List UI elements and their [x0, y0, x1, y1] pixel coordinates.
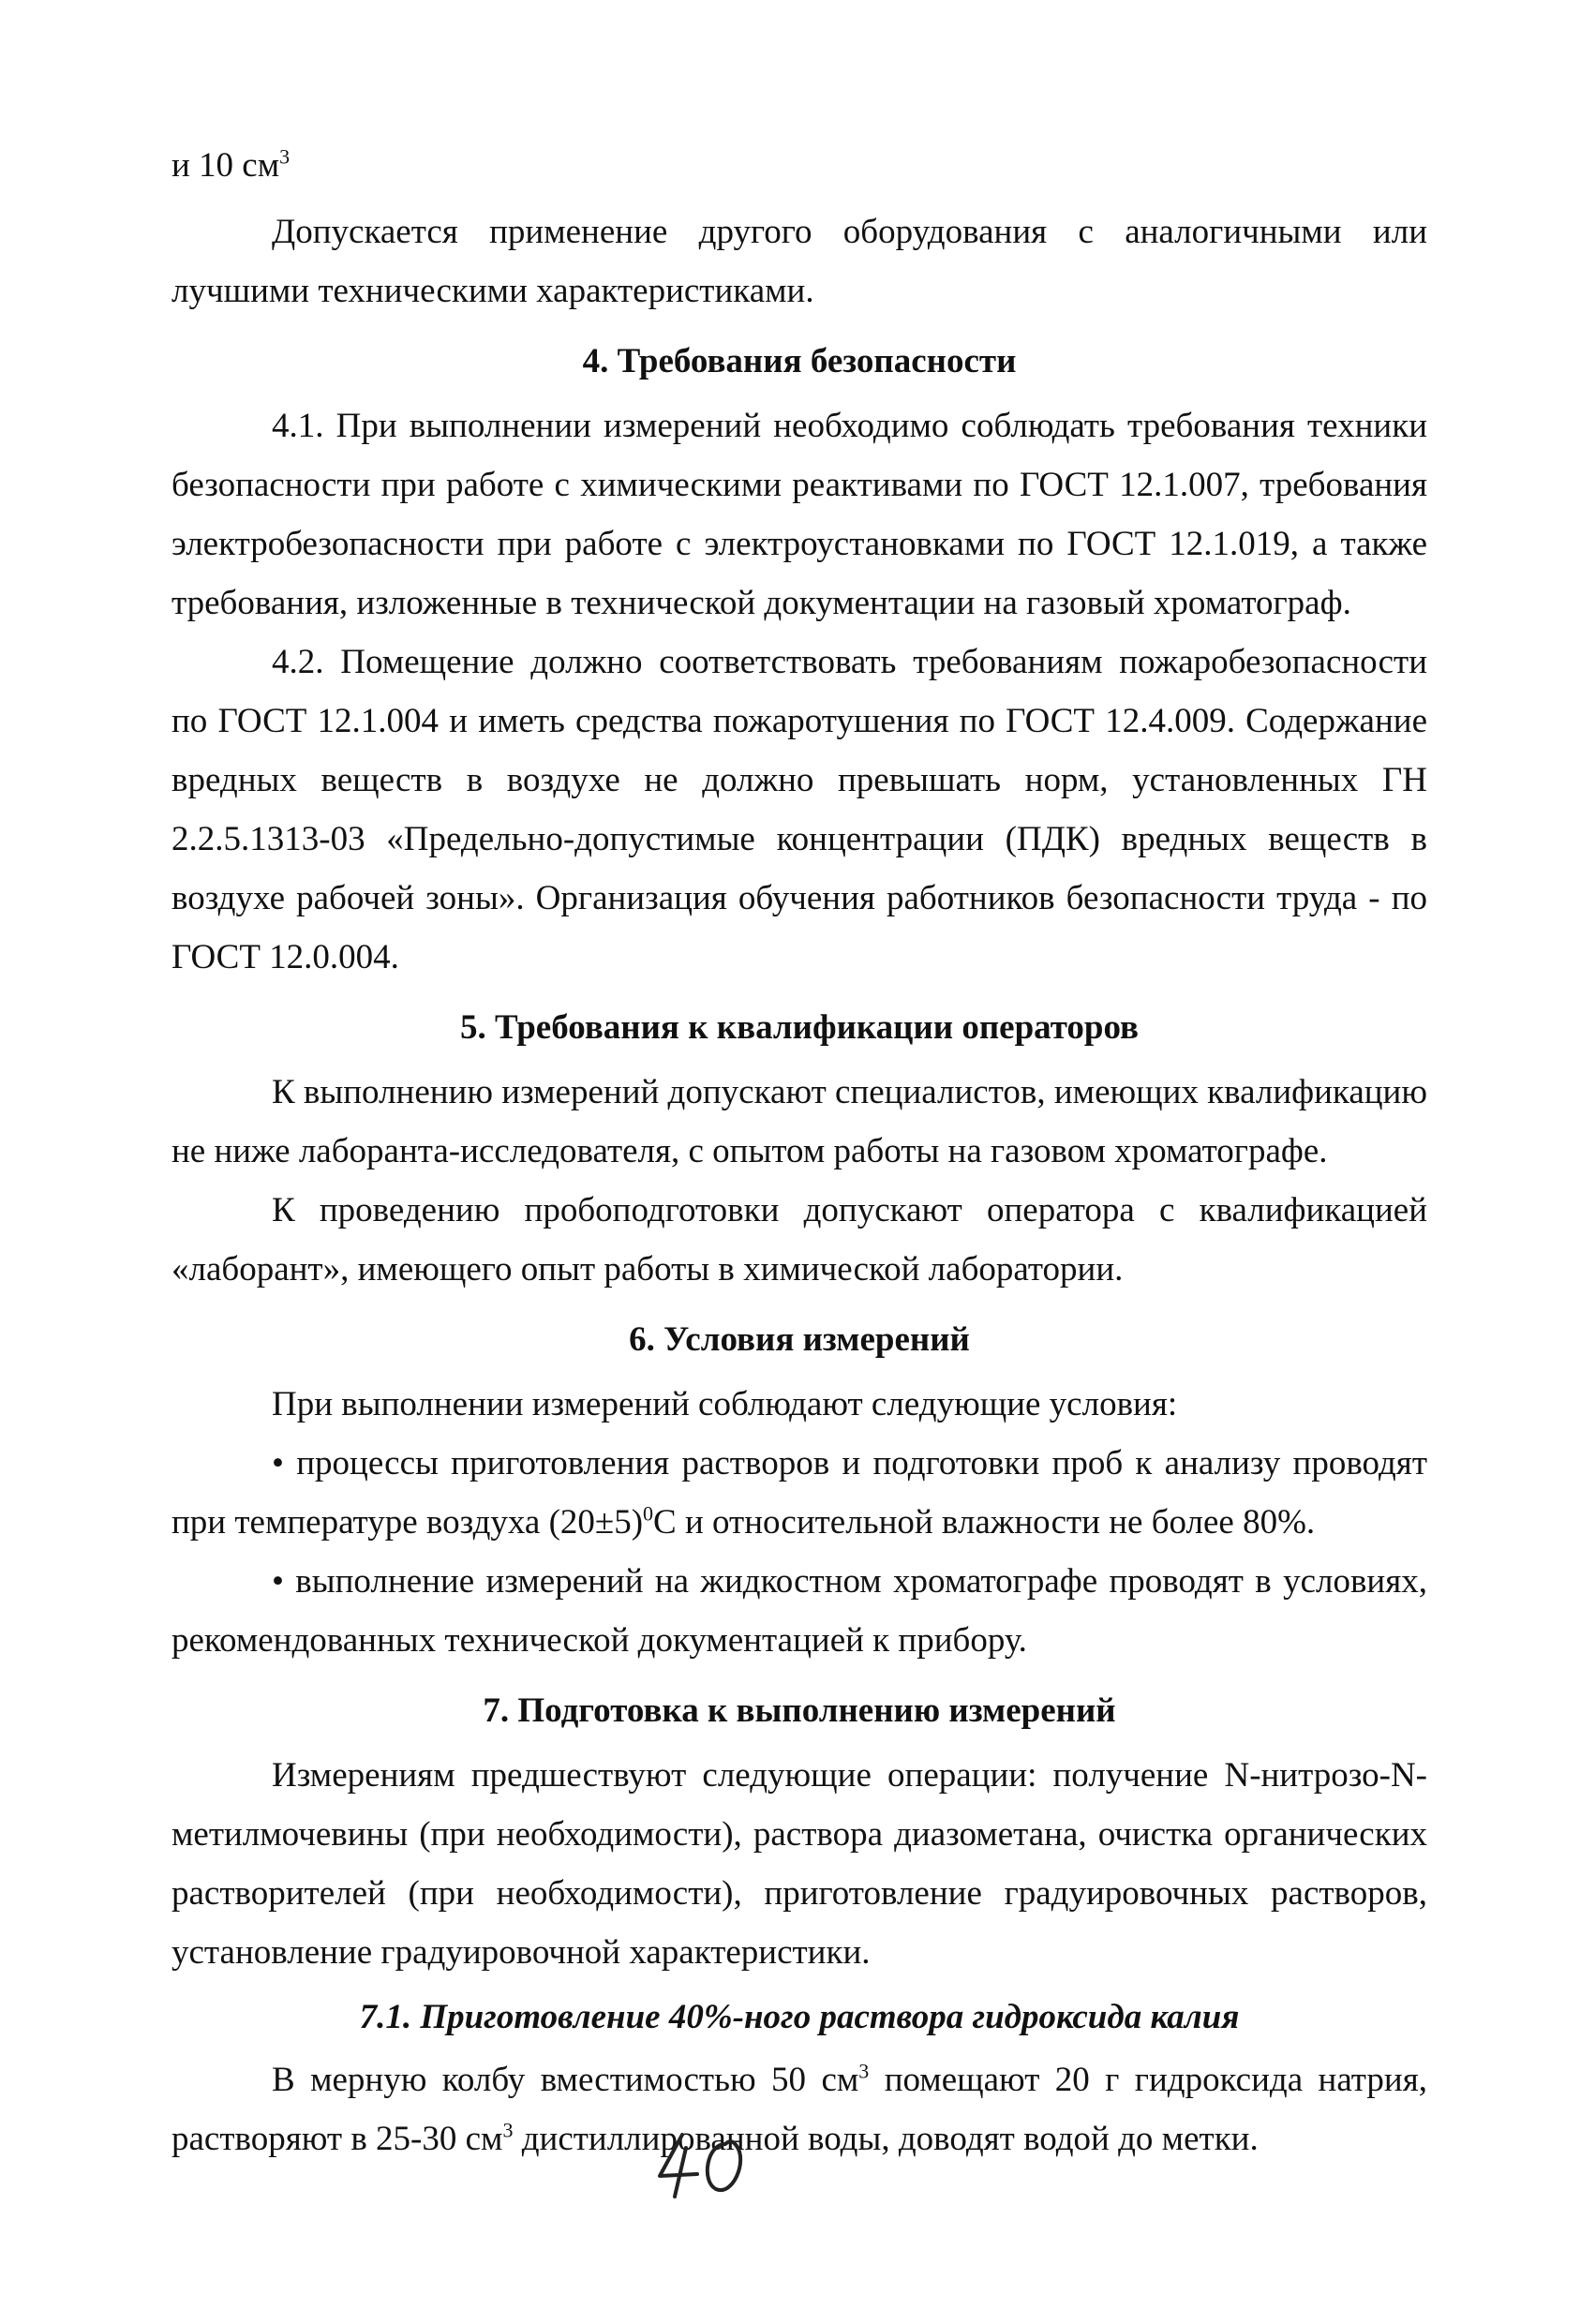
section-5-paragraph-1: К выполнению измерений допускают специалистов, имеющих квалификацию не ниже лаборанта-исследователя, с опытом работы на газовом хроматографе. [171, 1073, 1427, 1170]
section-5-title: 5. Требования к квалификации операторов [459, 1008, 1140, 1047]
superscript: 3 [279, 144, 291, 169]
bullet-1-text: • процессы приготовления растворов и подготовки проб к анализу проводят при температуре воздуха (20±5) [171, 1444, 1427, 1542]
section-5-paragraph-2: К проведению пробоподготовки допускают оператора с квалификацией «лаборант», имеющего опыт работы в химической лаборатории. [171, 1191, 1427, 1289]
equipment-paragraph: Допускается применение другого оборудования с аналогичными или лучшими техническими характеристиками. [171, 213, 1427, 310]
subsection-7-1-paragraph [171, 2050, 1427, 2168]
subsection-7-1-title: 7.1. Приготовление 40%-ного раствора гидроксида калия [359, 1998, 1240, 2036]
section-6-intro: При выполнении измерений соблюдают следующие условия: [272, 1385, 1178, 1423]
section-7-title: 7. Подготовка к выполнению измерений [483, 1691, 1116, 1730]
paragraph-text-c: дистиллированной воды, доводят водой до метки. [513, 2120, 1259, 2158]
section-4-title: 4. Требования безопасности [582, 342, 1017, 380]
section-4-paragraph-2: 4.2. Помещение должно соответствовать требованиям пожаробезопасности по ГОСТ 12.1.004 и иметь средства пожаротушения по ГОСТ 12.4.009. Содержание вредных веществ в воздухе не должно превышать норм, установленных ГН 2.2.5.1313-03 «Предельно-допустимые концентрации (ПДК) вредных веществ в воздухе рабочей зоны». Организация обучения работников безопасности труда - по ГОСТ 12.0.004. [171, 643, 1427, 976]
section-7-paragraph-1: Измерениям предшествуют следующие операции: получение N-нитрозо-N-метилмочевины (при необходимости), раствора диазометана, очистка органических растворителей (при необходимости), приготовление градуировочных растворов, установление градуировочной характеристики. [171, 1756, 1427, 1972]
superscript: 3 [502, 2118, 514, 2142]
section-6-bullet-2: • выполнение измерений на жидкостном хроматографе проводят в условиях, рекомендованных технической документацией к прибору. [171, 1562, 1427, 1660]
bullet-1-text-end: С и относительной влажности не более 80%. [653, 1503, 1316, 1542]
section-6-title: 6. Условия измерений [629, 1320, 970, 1359]
section-4-paragraph-1: 4.1. При выполнении измерений необходимо соблюдать требования техники безопасности при работе с химическими реактивами по ГОСТ 12.1.007, требования электробезопасности при работе с электроустановками по ГОСТ 12.1.019, а также требования, изложенные в технической документации на газовый хроматограф. [171, 407, 1427, 622]
paragraph-text-b: помещают 20 г гидроксида натрия, растворяют в 25-30 см [171, 2061, 1427, 2158]
paragraph-text-a: В мерную колбу вместимостью 50 см [272, 2061, 859, 2099]
document-body [171, 136, 1427, 2168]
section-6-bullet-1 [171, 1434, 1427, 1552]
continuation-text: и 10 см [171, 146, 280, 185]
superscript: 3 [858, 2059, 870, 2083]
continuation-line [171, 136, 1427, 195]
degree-superscript: 0 [643, 1501, 654, 1526]
handwritten-page-number [647, 2127, 759, 2202]
